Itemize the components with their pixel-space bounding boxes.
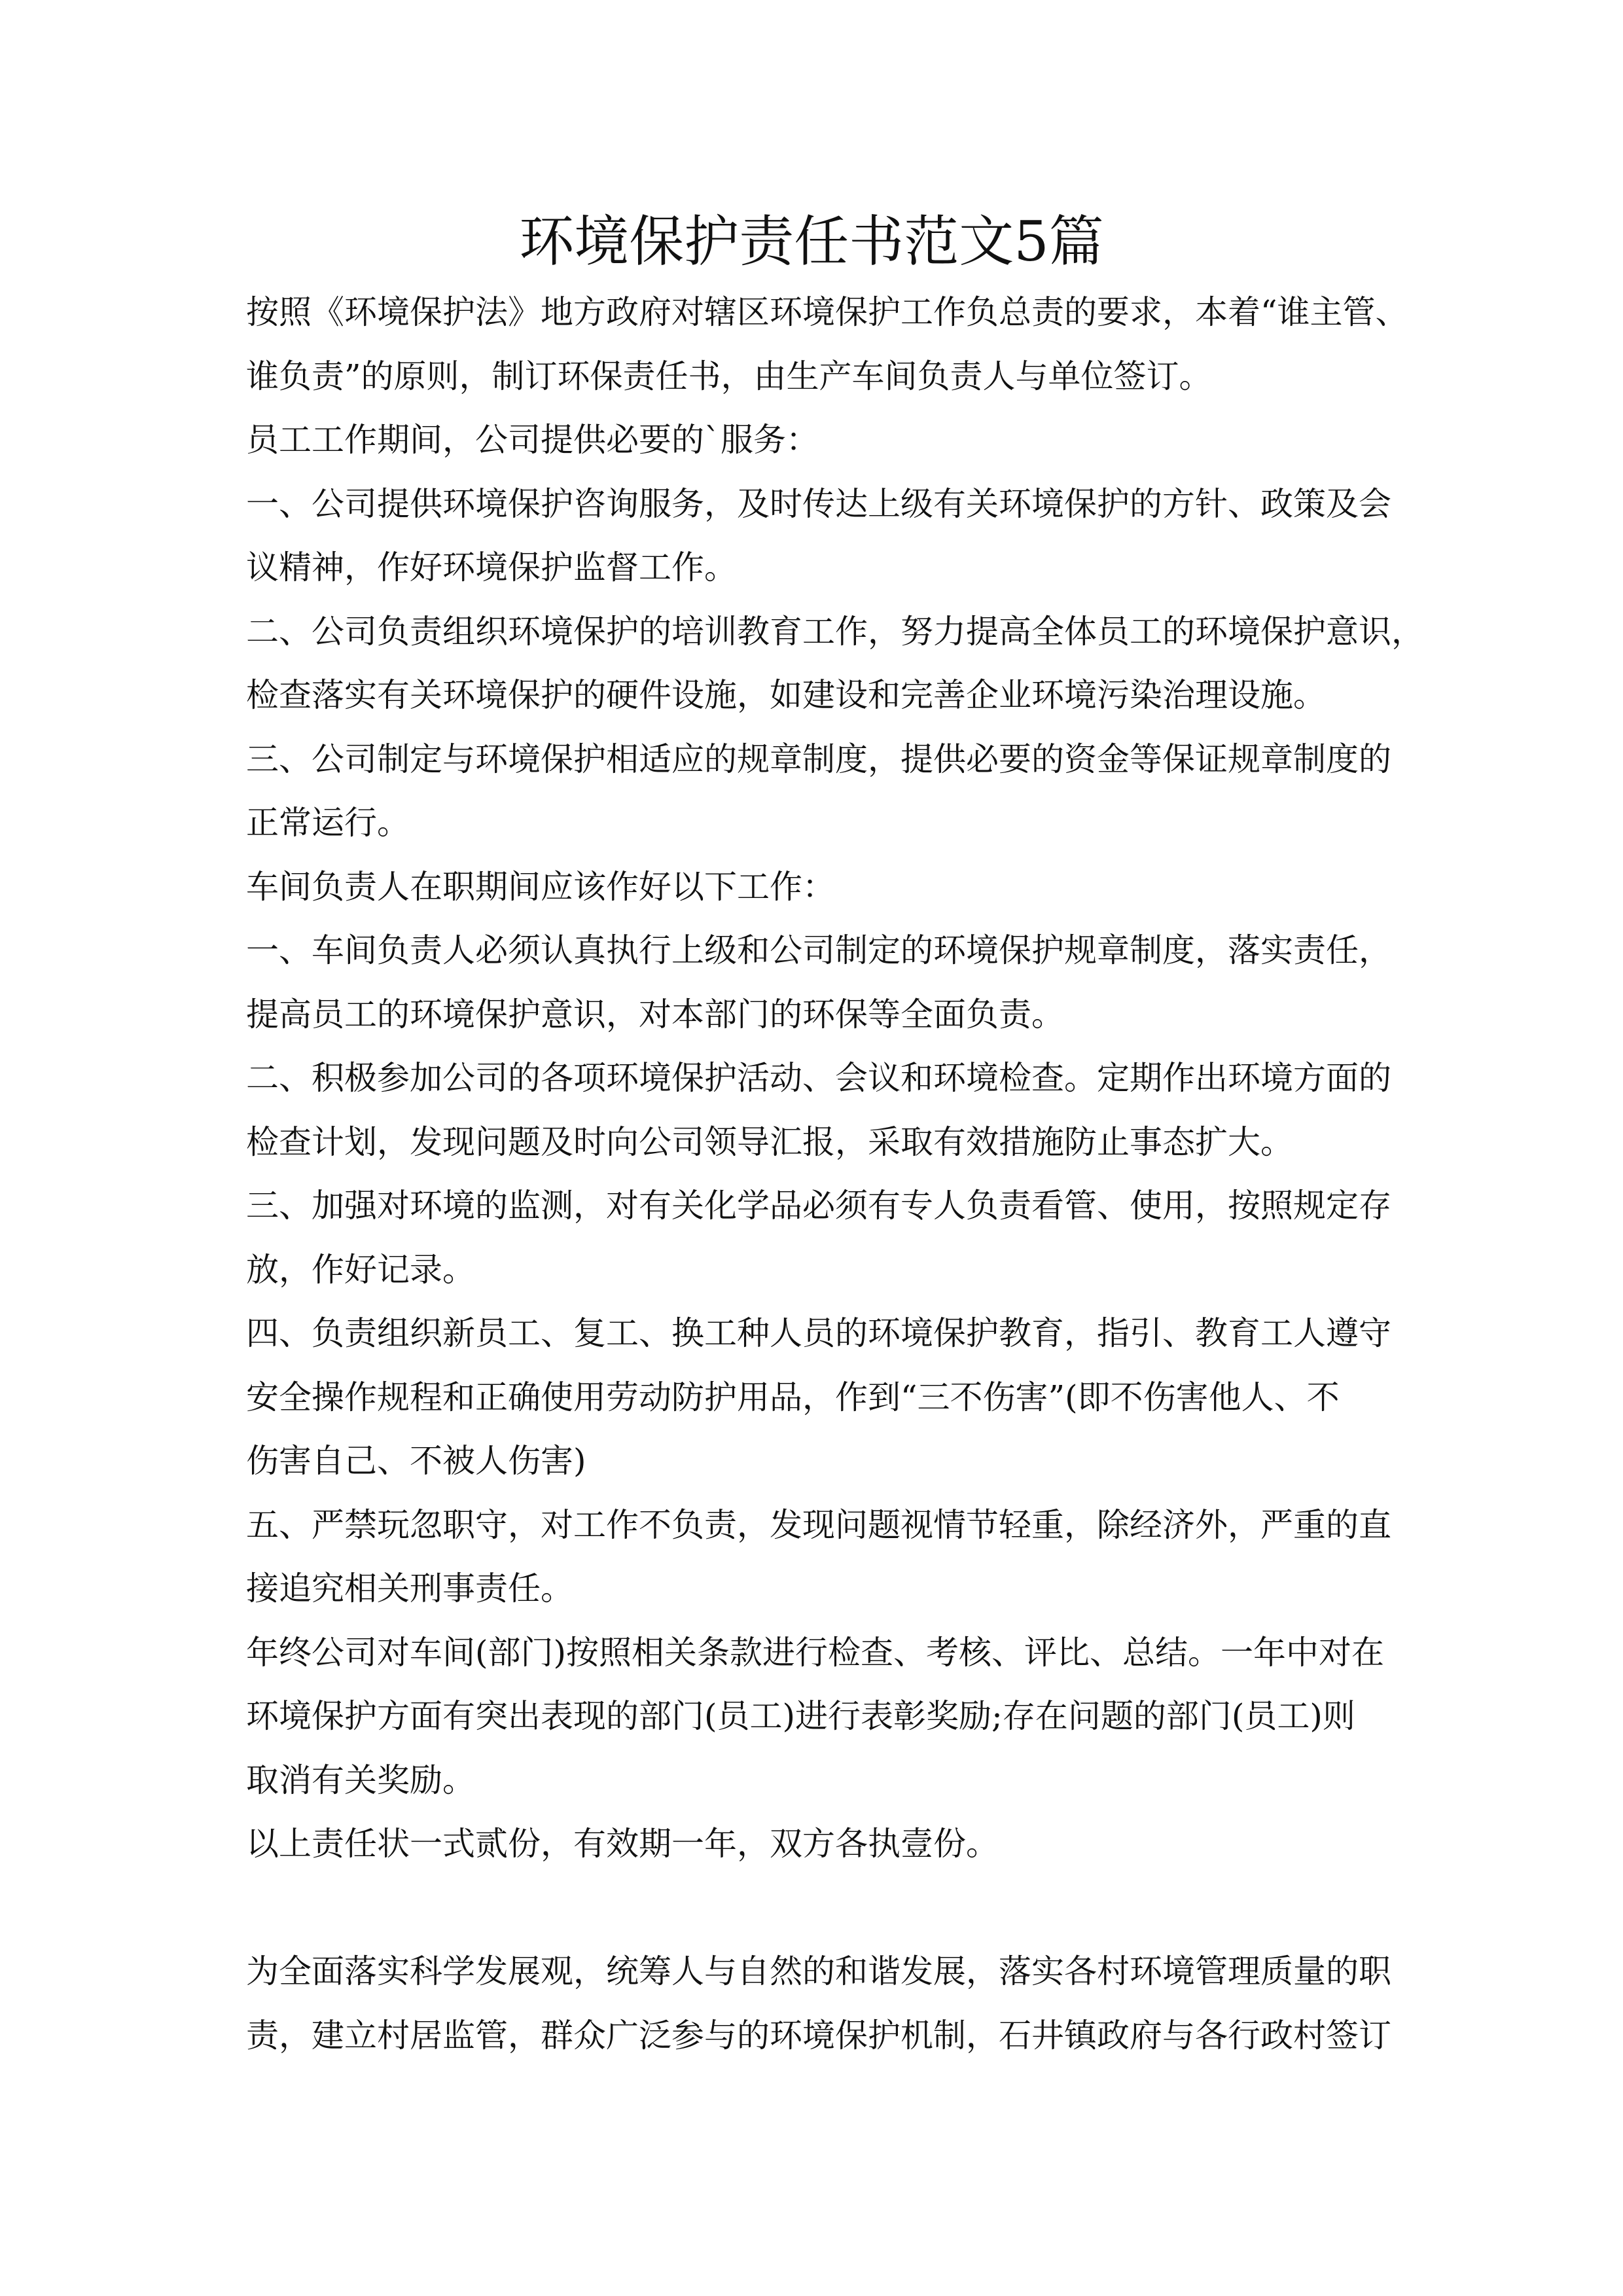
- text-line: 取消有关奖励。: [246, 1761, 475, 1799]
- text-line: 四、负责组织新员工、复工、换工种人员的环境保护教育，指引、教育工人遵守: [246, 1314, 1391, 1352]
- text-line: 放，作好记录。: [246, 1250, 475, 1289]
- text-line: 按照《环境保护法》地方政府对辖区环境保护工作负总责的要求，本着“谁主管、: [246, 293, 1408, 331]
- text-line: 伤害自己、不被人伤害): [246, 1442, 586, 1480]
- text-line: 三、公司制定与环境保护相适应的规章制度，提供必要的资金等保证规章制度的: [246, 740, 1391, 778]
- text-line: 环境保护方面有突出表现的部门(员工)进行表彰奖励;存在问题的部门(员工)则: [246, 1697, 1355, 1735]
- document-body: [246, 281, 1424, 2068]
- text-line: 二、积极参加公司的各项环境保护活动、会议和环境检查。定期作出环境方面的: [246, 1059, 1391, 1097]
- text-line: 员工工作期间，公司提供必要的`服务：: [246, 421, 819, 459]
- document-title: 环境保护责任书范文5篇: [519, 209, 1104, 274]
- text-line: 为全面落实科学发展观，统筹人与自然的和谐发展，落实各村环境管理质量的职: [246, 1952, 1391, 1990]
- text-line: 安全操作规程和正确使用劳动防护用品，作到“三不伤害”(即不伤害他人、不: [246, 1378, 1340, 1416]
- text-line: 一、车间负责人必须认真执行上级和公司制定的环境保护规章制度，落实责任，: [246, 931, 1391, 969]
- text-line: 谁负责”的原则，制订环保责任书，由生产车间负责人与单位签订。: [246, 357, 1212, 395]
- text-line: 二、公司负责组织环境保护的培训教育工作，努力提高全体员工的环境保护意识，: [246, 612, 1424, 651]
- text-line: 议精神，作好环境保护监督工作。: [246, 548, 737, 586]
- text-line: 车间负责人在职期间应该作好以下工作：: [246, 867, 835, 906]
- text-line: 提高员工的环境保护意识，对本部门的环保等全面负责。: [246, 995, 1064, 1033]
- blank-line: [246, 1876, 1398, 1941]
- text-line: 以上责任状一式贰份，有效期一年，双方各执壹份。: [246, 1825, 999, 1863]
- text-line: 责，建立村居监管，群众广泛参与的环境保护机制，石井镇政府与各行政村签订: [246, 2016, 1391, 2054]
- text-line: 正常运行。: [246, 804, 410, 842]
- text-line: 一、公司提供环境保护咨询服务，及时传达上级有关环境保护的方针、政策及会: [246, 484, 1391, 523]
- text-line: 年终公司对车间(部门)按照相关条款进行检查、考核、评比、总结。一年中对在: [246, 1633, 1385, 1672]
- text-line: 接追究相关刑事责任。: [246, 1570, 573, 1607]
- text-line: 三、加强对环境的监测，对有关化学品必须有专人负责看管、使用，按照规定存: [246, 1187, 1391, 1225]
- text-line: 检查落实有关环境保护的硬件设施，如建设和完善企业环境污染治理设施。: [246, 676, 1326, 714]
- text-line: 检查计划，发现问题及时向公司领导汇报，采取有效措施防止事态扩大。: [246, 1122, 1293, 1161]
- text-line: 五、严禁玩忽职守，对工作不负责，发现问题视情节轻重，除经济外，严重的直: [246, 1505, 1391, 1544]
